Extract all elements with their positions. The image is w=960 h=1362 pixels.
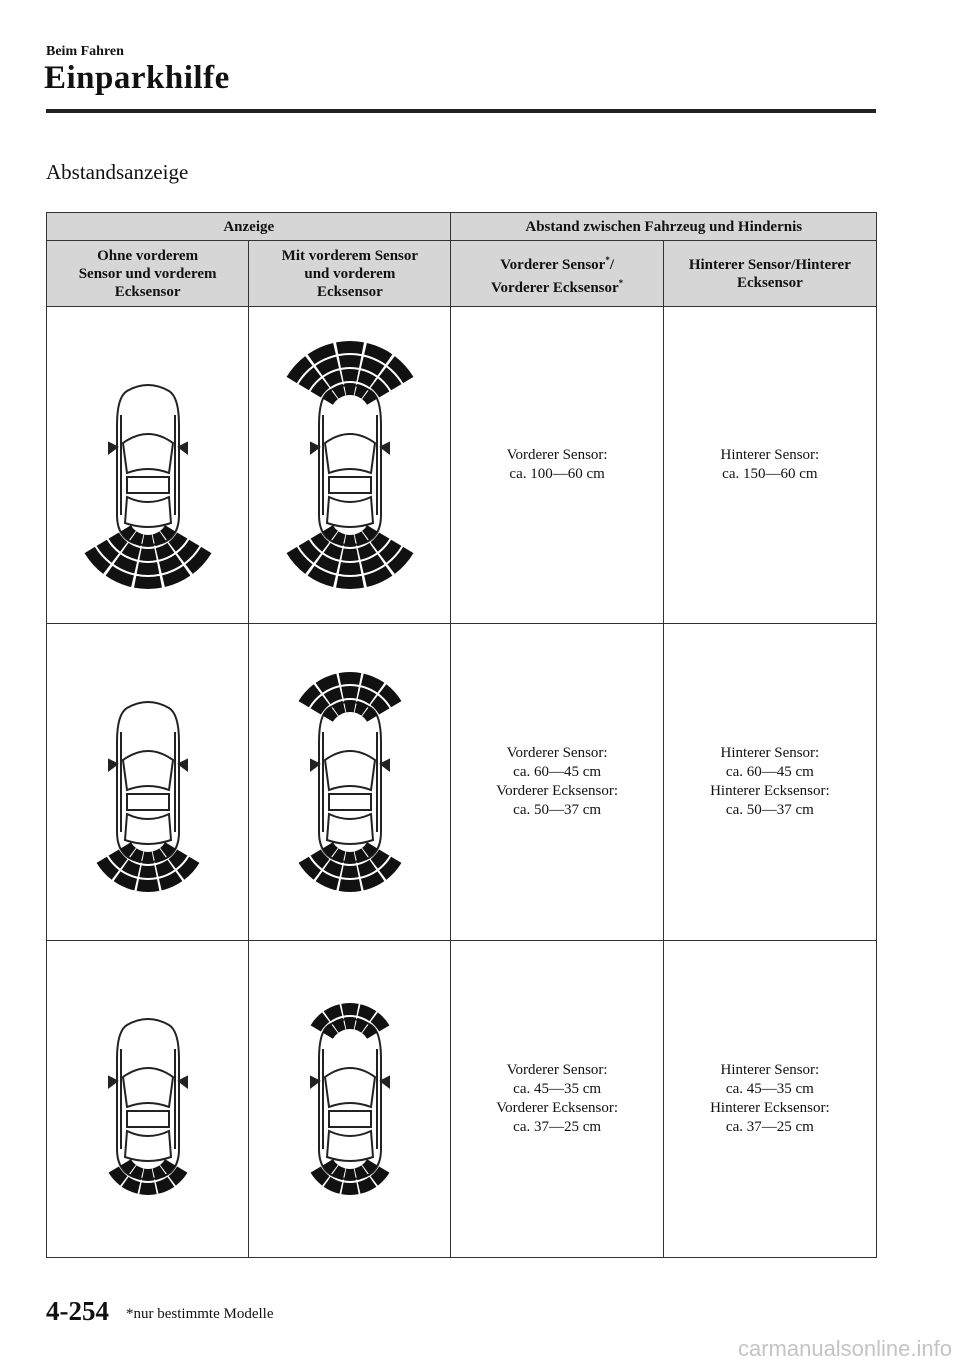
car-rear-sensor-diagram [48, 949, 248, 1249]
mirror-right [381, 443, 389, 453]
sensor-segment [136, 879, 159, 892]
mirror-right [179, 760, 187, 770]
sensor-segment [341, 865, 358, 878]
section-title: Abstandsanzeige [46, 160, 189, 184]
sensor-segment [139, 865, 156, 878]
sensor-segment [341, 1182, 358, 1195]
diagram-front-rear [249, 624, 451, 941]
front-distance-cell: Vorderer Sensor: ca. 45—35 cm Vorderer Ecksensor: ca. 37—25 cm [451, 941, 663, 1258]
car-rear-sensor-diagram [48, 315, 248, 615]
title-divider [46, 109, 876, 113]
rear-distance-cell: Hinterer Sensor: ca. 150—60 cm [663, 307, 876, 624]
sensor-segment [341, 369, 358, 382]
footnote: *nur bestimmte Modelle [126, 1306, 274, 1322]
mirror-left [311, 760, 319, 770]
subheader-without-front-sensor: Ohne vorderem Sensor und vorderem Ecksensor [47, 241, 249, 307]
car-icon [109, 385, 187, 545]
diagram-front-rear [249, 941, 451, 1258]
car-icon [311, 702, 389, 862]
car-icon [311, 385, 389, 545]
subheader-front-sensor: Vorderer Sensor*/ Vorderer Ecksensor* [451, 241, 663, 307]
car-rear-sensor-diagram [48, 632, 248, 932]
table-row [47, 941, 877, 1258]
mirror-left [109, 443, 117, 453]
subheader-with-front-sensor: Mit vorderem Sensor und vorderem Ecksensor [249, 241, 451, 307]
header-display: Anzeige [47, 213, 451, 241]
page-title: Einparkhilfe [44, 60, 230, 96]
diagram-rear-only [47, 624, 249, 941]
car-front-rear-sensor-diagram [250, 632, 450, 932]
sensor-segment [339, 562, 362, 575]
sensor-segment [336, 341, 364, 354]
car-icon [311, 1019, 389, 1179]
diagram-rear-only [47, 941, 249, 1258]
mirror-right [179, 443, 187, 453]
mirror-left [311, 1077, 319, 1087]
sensor-segment [341, 548, 358, 561]
sensor-segment [336, 576, 364, 589]
mirror-left [311, 443, 319, 453]
header-distance: Abstand zwischen Fahrzeug und Hindernis [451, 213, 877, 241]
sensor-segment [341, 686, 358, 699]
sensor-segment [339, 672, 362, 685]
diagram-rear-only [47, 307, 249, 624]
car-front-rear-sensor-diagram [250, 315, 450, 615]
car-front-rear-sensor-diagram [250, 949, 450, 1249]
sensor-segment [339, 879, 362, 892]
distance-table [46, 212, 877, 1258]
sensor-segment [139, 1182, 156, 1195]
front-distance-cell: Vorderer Sensor: ca. 60—45 cm Vorderer Ecksensor: ca. 50—37 cm [451, 624, 663, 941]
rear-distance-cell: Hinterer Sensor: ca. 45—35 cm Hinterer Ecksensor: ca. 37—25 cm [663, 941, 876, 1258]
mirror-right [381, 1077, 389, 1087]
page-number: 4-254 [46, 1296, 109, 1326]
mirror-right [381, 760, 389, 770]
mirror-left [109, 760, 117, 770]
car-icon [109, 702, 187, 862]
rear-distance-cell: Hinterer Sensor: ca. 60—45 cm Hinterer Ecksensor: ca. 50—37 cm [663, 624, 876, 941]
sensor-segment [139, 548, 156, 561]
table-row [47, 307, 877, 624]
car-icon [109, 1019, 187, 1179]
watermark: carmanualsonline.info [737, 1336, 952, 1361]
breadcrumb: Beim Fahren [46, 44, 124, 59]
table-row [47, 624, 877, 941]
mirror-right [179, 1077, 187, 1087]
sensor-segment [339, 355, 362, 368]
mirror-left [109, 1077, 117, 1087]
front-distance-cell: Vorderer Sensor: ca. 100—60 cm [451, 307, 663, 624]
diagram-front-rear [249, 307, 451, 624]
sensor-segment [341, 1003, 358, 1016]
sensor-segment [136, 562, 159, 575]
sensor-segment [134, 576, 162, 589]
subheader-rear-sensor: Hinterer Sensor/Hinterer Ecksensor [663, 241, 876, 307]
